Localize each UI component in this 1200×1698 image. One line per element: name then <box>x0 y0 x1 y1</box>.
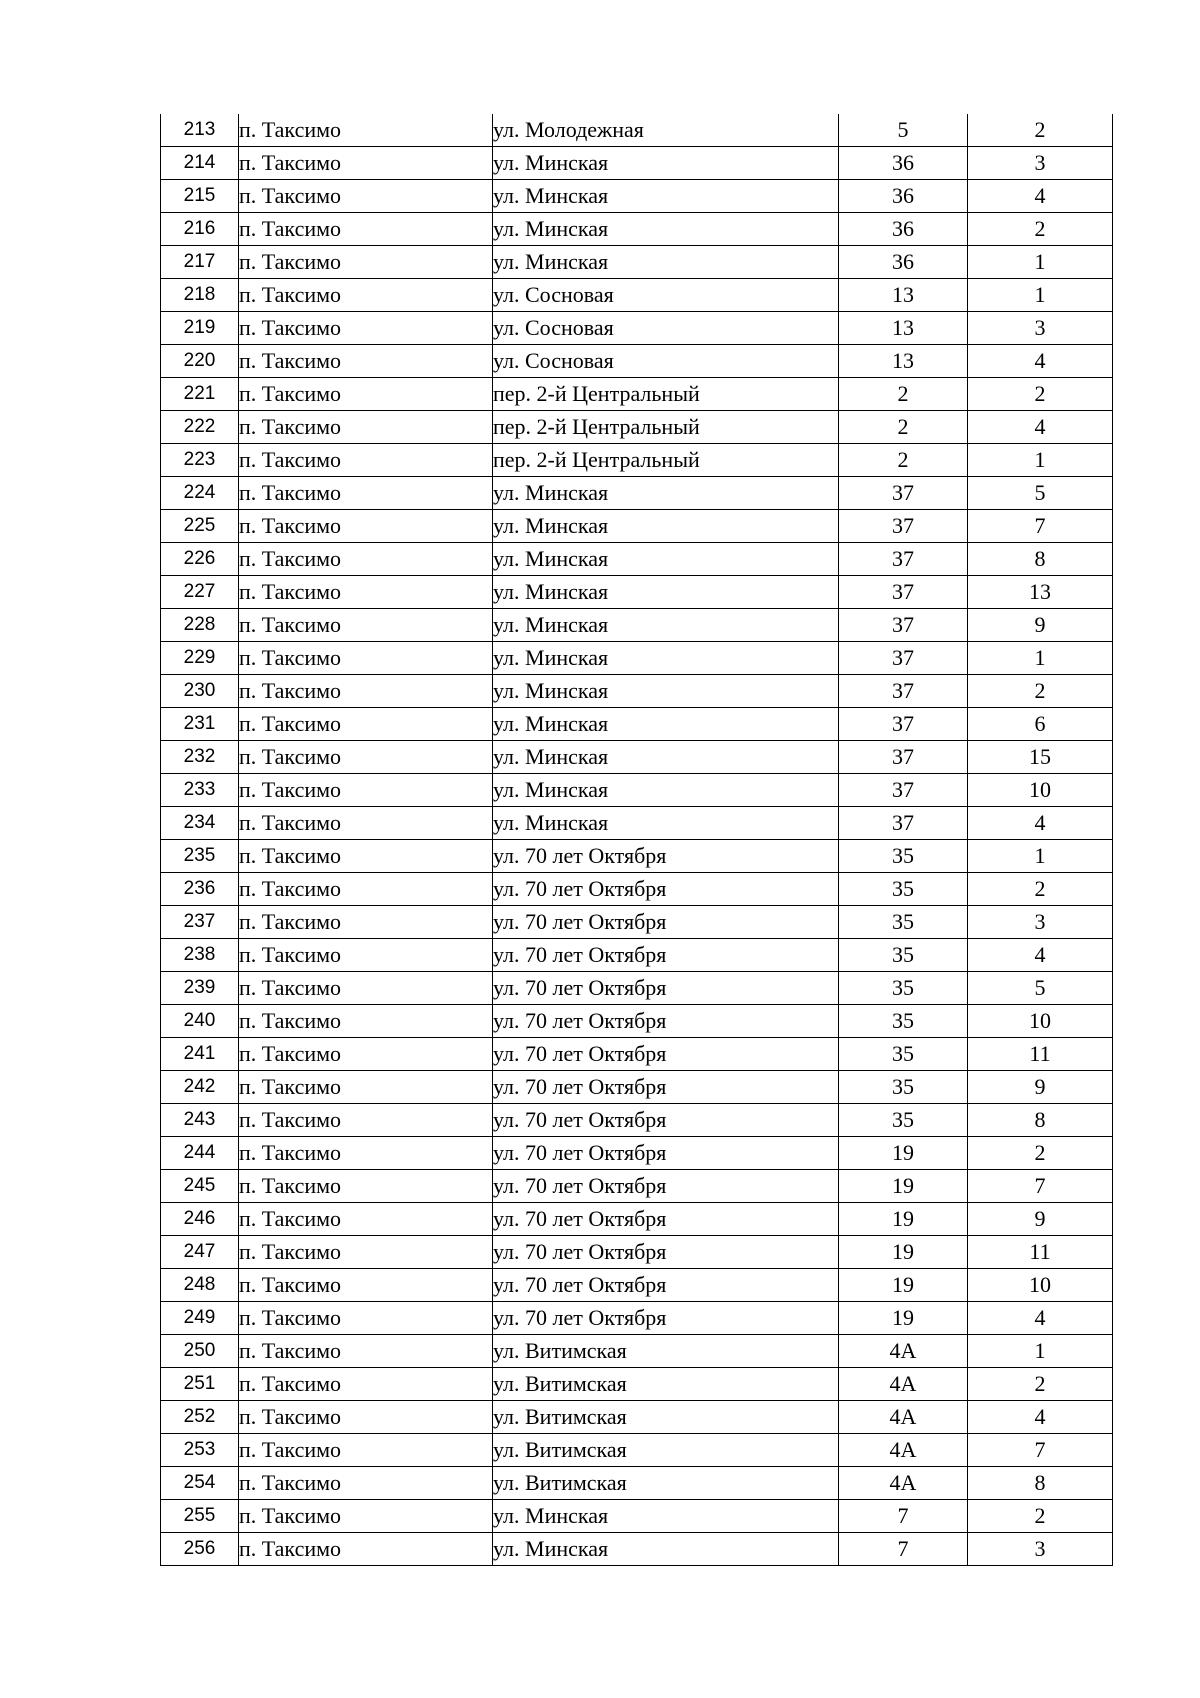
street-cell: пер. 2-й Центральный <box>493 411 839 444</box>
apartment-number-cell: 7 <box>968 510 1113 543</box>
locality-cell: п. Таксимо <box>239 906 493 939</box>
table-row <box>161 1071 1113 1104</box>
row-number-cell: 225 <box>161 510 239 543</box>
locality-cell: п. Таксимо <box>239 1005 493 1038</box>
street-cell: ул. Минская <box>493 510 839 543</box>
locality-cell: п. Таксимо <box>239 1071 493 1104</box>
row-number-cell: 256 <box>161 1533 239 1566</box>
apartment-number-cell: 8 <box>968 1104 1113 1137</box>
street-cell: ул. Витимская <box>493 1335 839 1368</box>
row-number-cell: 243 <box>161 1104 239 1137</box>
table-row <box>161 180 1113 213</box>
locality-cell: п. Таксимо <box>239 147 493 180</box>
house-number-cell: 5 <box>839 114 968 147</box>
street-cell: ул. Молодежная <box>493 114 839 147</box>
row-number-cell: 244 <box>161 1137 239 1170</box>
row-number-cell: 246 <box>161 1203 239 1236</box>
locality-cell: п. Таксимо <box>239 312 493 345</box>
house-number-cell: 37 <box>839 675 968 708</box>
locality-cell: п. Таксимо <box>239 1434 493 1467</box>
apartment-number-cell: 9 <box>968 609 1113 642</box>
table-row <box>161 873 1113 906</box>
row-number-cell: 239 <box>161 972 239 1005</box>
apartment-number-cell: 3 <box>968 312 1113 345</box>
street-cell: ул. Минская <box>493 147 839 180</box>
row-number-cell: 233 <box>161 774 239 807</box>
locality-cell: п. Таксимо <box>239 1302 493 1335</box>
apartment-number-cell: 1 <box>968 642 1113 675</box>
apartment-number-cell: 8 <box>968 543 1113 576</box>
apartment-number-cell: 11 <box>968 1038 1113 1071</box>
row-number-cell: 232 <box>161 741 239 774</box>
house-number-cell: 7 <box>839 1533 968 1566</box>
street-cell: ул. Минская <box>493 609 839 642</box>
row-number-cell: 222 <box>161 411 239 444</box>
locality-cell: п. Таксимо <box>239 1137 493 1170</box>
house-number-cell: 35 <box>839 1038 968 1071</box>
house-number-cell: 2 <box>839 444 968 477</box>
house-number-cell: 35 <box>839 1005 968 1038</box>
street-cell: ул. Сосновая <box>493 279 839 312</box>
locality-cell: п. Таксимо <box>239 1467 493 1500</box>
table-row <box>161 147 1113 180</box>
apartment-number-cell: 8 <box>968 1467 1113 1500</box>
locality-cell: п. Таксимо <box>239 1104 493 1137</box>
table-row <box>161 510 1113 543</box>
table-row <box>161 1170 1113 1203</box>
locality-cell: п. Таксимо <box>239 840 493 873</box>
row-number-cell: 237 <box>161 906 239 939</box>
table-body <box>161 114 1113 1566</box>
street-cell: ул. Минская <box>493 741 839 774</box>
table-row <box>161 543 1113 576</box>
house-number-cell: 35 <box>839 972 968 1005</box>
street-cell: ул. Минская <box>493 675 839 708</box>
apartment-number-cell: 4 <box>968 1302 1113 1335</box>
house-number-cell: 4А <box>839 1467 968 1500</box>
street-cell: ул. Минская <box>493 1533 839 1566</box>
locality-cell: п. Таксимо <box>239 1368 493 1401</box>
street-cell: ул. Минская <box>493 1500 839 1533</box>
table-row <box>161 477 1113 510</box>
house-number-cell: 35 <box>839 939 968 972</box>
row-number-cell: 214 <box>161 147 239 180</box>
row-number-cell: 247 <box>161 1236 239 1269</box>
apartment-number-cell: 1 <box>968 444 1113 477</box>
locality-cell: п. Таксимо <box>239 114 493 147</box>
apartment-number-cell: 4 <box>968 939 1113 972</box>
table-row <box>161 312 1113 345</box>
house-number-cell: 35 <box>839 840 968 873</box>
apartment-number-cell: 2 <box>968 1137 1113 1170</box>
row-number-cell: 228 <box>161 609 239 642</box>
street-cell: ул. Минская <box>493 774 839 807</box>
street-cell: ул. 70 лет Октября <box>493 1269 839 1302</box>
house-number-cell: 36 <box>839 213 968 246</box>
locality-cell: п. Таксимо <box>239 543 493 576</box>
row-number-cell: 215 <box>161 180 239 213</box>
table-row <box>161 411 1113 444</box>
apartment-number-cell: 5 <box>968 972 1113 1005</box>
locality-cell: п. Таксимо <box>239 1533 493 1566</box>
apartment-number-cell: 1 <box>968 1335 1113 1368</box>
row-number-cell: 223 <box>161 444 239 477</box>
row-number-cell: 254 <box>161 1467 239 1500</box>
apartment-number-cell: 4 <box>968 411 1113 444</box>
row-number-cell: 252 <box>161 1401 239 1434</box>
apartment-number-cell: 15 <box>968 741 1113 774</box>
street-cell: ул. 70 лет Октября <box>493 1104 839 1137</box>
house-number-cell: 13 <box>839 312 968 345</box>
street-cell: ул. Минская <box>493 642 839 675</box>
house-number-cell: 36 <box>839 147 968 180</box>
locality-cell: п. Таксимо <box>239 1170 493 1203</box>
row-number-cell: 249 <box>161 1302 239 1335</box>
row-number-cell: 224 <box>161 477 239 510</box>
house-number-cell: 35 <box>839 906 968 939</box>
apartment-number-cell: 1 <box>968 840 1113 873</box>
table-row <box>161 1533 1113 1566</box>
street-cell: ул. Минская <box>493 708 839 741</box>
house-number-cell: 2 <box>839 378 968 411</box>
street-cell: ул. 70 лет Октября <box>493 1137 839 1170</box>
locality-cell: п. Таксимо <box>239 213 493 246</box>
apartment-number-cell: 6 <box>968 708 1113 741</box>
table-row <box>161 345 1113 378</box>
table-row <box>161 1137 1113 1170</box>
locality-cell: п. Таксимо <box>239 807 493 840</box>
apartment-number-cell: 9 <box>968 1071 1113 1104</box>
row-number-cell: 217 <box>161 246 239 279</box>
table-row <box>161 807 1113 840</box>
locality-cell: п. Таксимо <box>239 477 493 510</box>
house-number-cell: 2 <box>839 411 968 444</box>
row-number-cell: 250 <box>161 1335 239 1368</box>
row-number-cell: 213 <box>161 114 239 147</box>
table-row <box>161 1302 1113 1335</box>
street-cell: ул. 70 лет Октября <box>493 1071 839 1104</box>
locality-cell: п. Таксимо <box>239 741 493 774</box>
table-row <box>161 444 1113 477</box>
apartment-number-cell: 1 <box>968 246 1113 279</box>
apartment-number-cell: 7 <box>968 1434 1113 1467</box>
apartment-number-cell: 4 <box>968 180 1113 213</box>
house-number-cell: 36 <box>839 180 968 213</box>
table-row <box>161 279 1113 312</box>
locality-cell: п. Таксимо <box>239 708 493 741</box>
street-cell: ул. 70 лет Октября <box>493 1038 839 1071</box>
house-number-cell: 13 <box>839 345 968 378</box>
table-row <box>161 840 1113 873</box>
locality-cell: п. Таксимо <box>239 1401 493 1434</box>
house-number-cell: 19 <box>839 1203 968 1236</box>
house-number-cell: 7 <box>839 1500 968 1533</box>
apartment-number-cell: 4 <box>968 807 1113 840</box>
apartment-number-cell: 2 <box>968 378 1113 411</box>
row-number-cell: 242 <box>161 1071 239 1104</box>
house-number-cell: 37 <box>839 708 968 741</box>
house-number-cell: 36 <box>839 246 968 279</box>
house-number-cell: 4А <box>839 1401 968 1434</box>
apartment-number-cell: 3 <box>968 906 1113 939</box>
apartment-number-cell: 2 <box>968 213 1113 246</box>
row-number-cell: 245 <box>161 1170 239 1203</box>
street-cell: ул. 70 лет Октября <box>493 1170 839 1203</box>
table-row <box>161 609 1113 642</box>
house-number-cell: 13 <box>839 279 968 312</box>
row-number-cell: 221 <box>161 378 239 411</box>
apartment-number-cell: 4 <box>968 345 1113 378</box>
street-cell: ул. Витимская <box>493 1401 839 1434</box>
apartment-number-cell: 2 <box>968 1500 1113 1533</box>
table-row <box>161 675 1113 708</box>
apartment-number-cell: 13 <box>968 576 1113 609</box>
locality-cell: п. Таксимо <box>239 1500 493 1533</box>
row-number-cell: 227 <box>161 576 239 609</box>
locality-cell: п. Таксимо <box>239 642 493 675</box>
street-cell: пер. 2-й Центральный <box>493 444 839 477</box>
table-row <box>161 114 1113 147</box>
locality-cell: п. Таксимо <box>239 345 493 378</box>
house-number-cell: 19 <box>839 1236 968 1269</box>
apartment-number-cell: 10 <box>968 1005 1113 1038</box>
table-row <box>161 378 1113 411</box>
row-number-cell: 238 <box>161 939 239 972</box>
house-number-cell: 4А <box>839 1434 968 1467</box>
row-number-cell: 251 <box>161 1368 239 1401</box>
table-row <box>161 939 1113 972</box>
street-cell: ул. 70 лет Октября <box>493 1005 839 1038</box>
table-row <box>161 1005 1113 1038</box>
table-row <box>161 1467 1113 1500</box>
house-number-cell: 37 <box>839 774 968 807</box>
locality-cell: п. Таксимо <box>239 576 493 609</box>
locality-cell: п. Таксимо <box>239 609 493 642</box>
locality-cell: п. Таксимо <box>239 774 493 807</box>
table-row <box>161 1038 1113 1071</box>
apartment-number-cell: 11 <box>968 1236 1113 1269</box>
street-cell: ул. 70 лет Октября <box>493 873 839 906</box>
street-cell: ул. 70 лет Октября <box>493 1302 839 1335</box>
street-cell: ул. Минская <box>493 543 839 576</box>
apartment-number-cell: 10 <box>968 1269 1113 1302</box>
house-number-cell: 37 <box>839 510 968 543</box>
table-row <box>161 741 1113 774</box>
table-row <box>161 1104 1113 1137</box>
table-row <box>161 774 1113 807</box>
table-row <box>161 1368 1113 1401</box>
locality-cell: п. Таксимо <box>239 246 493 279</box>
locality-cell: п. Таксимо <box>239 675 493 708</box>
row-number-cell: 220 <box>161 345 239 378</box>
house-number-cell: 37 <box>839 741 968 774</box>
table-row <box>161 213 1113 246</box>
street-cell: ул. 70 лет Октября <box>493 840 839 873</box>
table-row <box>161 1500 1113 1533</box>
table-row <box>161 642 1113 675</box>
street-cell: ул. 70 лет Октября <box>493 972 839 1005</box>
street-cell: ул. Минская <box>493 477 839 510</box>
row-number-cell: 216 <box>161 213 239 246</box>
house-number-cell: 19 <box>839 1170 968 1203</box>
locality-cell: п. Таксимо <box>239 1269 493 1302</box>
house-number-cell: 4А <box>839 1368 968 1401</box>
row-number-cell: 235 <box>161 840 239 873</box>
table-row <box>161 1269 1113 1302</box>
house-number-cell: 19 <box>839 1302 968 1335</box>
house-number-cell: 35 <box>839 1104 968 1137</box>
locality-cell: п. Таксимо <box>239 378 493 411</box>
locality-cell: п. Таксимо <box>239 939 493 972</box>
house-number-cell: 37 <box>839 477 968 510</box>
street-cell: ул. Сосновая <box>493 312 839 345</box>
row-number-cell: 236 <box>161 873 239 906</box>
table-row <box>161 1335 1113 1368</box>
apartment-number-cell: 7 <box>968 1170 1113 1203</box>
house-number-cell: 19 <box>839 1137 968 1170</box>
house-number-cell: 35 <box>839 1071 968 1104</box>
row-number-cell: 218 <box>161 279 239 312</box>
address-table <box>160 114 1113 1566</box>
house-number-cell: 37 <box>839 543 968 576</box>
street-cell: ул. 70 лет Октября <box>493 906 839 939</box>
house-number-cell: 37 <box>839 576 968 609</box>
house-number-cell: 37 <box>839 807 968 840</box>
locality-cell: п. Таксимо <box>239 972 493 1005</box>
apartment-number-cell: 2 <box>968 873 1113 906</box>
street-cell: ул. Витимская <box>493 1368 839 1401</box>
street-cell: ул. 70 лет Октября <box>493 1203 839 1236</box>
row-number-cell: 219 <box>161 312 239 345</box>
row-number-cell: 255 <box>161 1500 239 1533</box>
row-number-cell: 226 <box>161 543 239 576</box>
locality-cell: п. Таксимо <box>239 444 493 477</box>
row-number-cell: 240 <box>161 1005 239 1038</box>
house-number-cell: 19 <box>839 1269 968 1302</box>
street-cell: ул. Витимская <box>493 1467 839 1500</box>
street-cell: ул. Минская <box>493 576 839 609</box>
table-row <box>161 972 1113 1005</box>
apartment-number-cell: 9 <box>968 1203 1113 1236</box>
row-number-cell: 248 <box>161 1269 239 1302</box>
street-cell: ул. Минская <box>493 246 839 279</box>
apartment-number-cell: 3 <box>968 147 1113 180</box>
table-row <box>161 246 1113 279</box>
row-number-cell: 234 <box>161 807 239 840</box>
table-row <box>161 906 1113 939</box>
locality-cell: п. Таксимо <box>239 1335 493 1368</box>
table-row <box>161 1236 1113 1269</box>
street-cell: ул. Минская <box>493 807 839 840</box>
table-row <box>161 1203 1113 1236</box>
locality-cell: п. Таксимо <box>239 510 493 543</box>
apartment-number-cell: 2 <box>968 675 1113 708</box>
street-cell: ул. Минская <box>493 213 839 246</box>
table-row <box>161 708 1113 741</box>
table-row <box>161 1401 1113 1434</box>
locality-cell: п. Таксимо <box>239 1203 493 1236</box>
row-number-cell: 231 <box>161 708 239 741</box>
table-row <box>161 576 1113 609</box>
street-cell: ул. Витимская <box>493 1434 839 1467</box>
house-number-cell: 37 <box>839 642 968 675</box>
locality-cell: п. Таксимо <box>239 279 493 312</box>
row-number-cell: 253 <box>161 1434 239 1467</box>
locality-cell: п. Таксимо <box>239 180 493 213</box>
street-cell: ул. 70 лет Октября <box>493 1236 839 1269</box>
apartment-number-cell: 3 <box>968 1533 1113 1566</box>
house-number-cell: 37 <box>839 609 968 642</box>
street-cell: ул. Минская <box>493 180 839 213</box>
street-cell: ул. 70 лет Октября <box>493 939 839 972</box>
apartment-number-cell: 1 <box>968 279 1113 312</box>
row-number-cell: 230 <box>161 675 239 708</box>
row-number-cell: 241 <box>161 1038 239 1071</box>
locality-cell: п. Таксимо <box>239 1038 493 1071</box>
apartment-number-cell: 2 <box>968 114 1113 147</box>
house-number-cell: 4А <box>839 1335 968 1368</box>
apartment-number-cell: 5 <box>968 477 1113 510</box>
locality-cell: п. Таксимо <box>239 873 493 906</box>
locality-cell: п. Таксимо <box>239 411 493 444</box>
street-cell: пер. 2-й Центральный <box>493 378 839 411</box>
apartment-number-cell: 4 <box>968 1401 1113 1434</box>
house-number-cell: 35 <box>839 873 968 906</box>
row-number-cell: 229 <box>161 642 239 675</box>
apartment-number-cell: 2 <box>968 1368 1113 1401</box>
apartment-number-cell: 10 <box>968 774 1113 807</box>
street-cell: ул. Сосновая <box>493 345 839 378</box>
locality-cell: п. Таксимо <box>239 1236 493 1269</box>
table-row <box>161 1434 1113 1467</box>
